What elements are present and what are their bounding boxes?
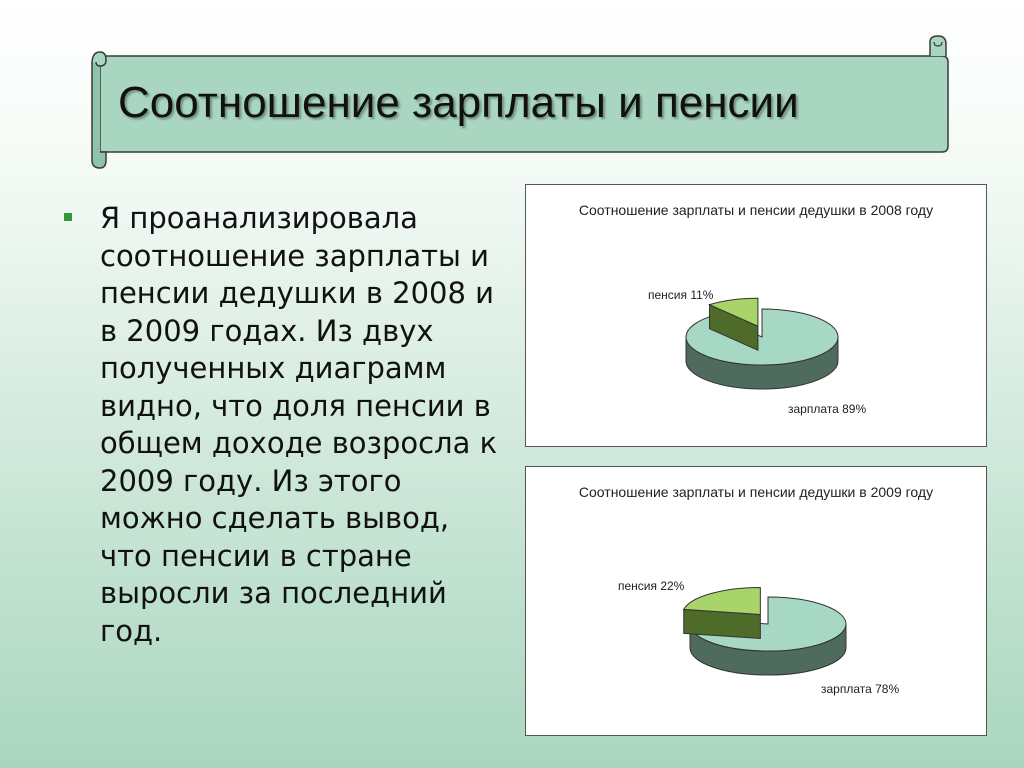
pie-svg	[526, 467, 986, 735]
pie-svg	[526, 185, 986, 446]
pension-slice-top	[684, 587, 761, 614]
body-paragraph: Я проанализировала соотношение зарплаты и пенсии дедушки в 2008 и в 2009 годах. Из двух полученных диаграмм видно, что доля пенсии в общем доходе возросла к 2009 году. Из этого можно сделать вывод, что пенсии в стране выросли за последний год.	[100, 201, 498, 648]
salary-slice-top	[686, 309, 838, 365]
pie-chart-2009	[525, 466, 987, 736]
slice-label-pension: пенсия 11%	[648, 288, 714, 302]
slice-label-salary: зарплата 78%	[821, 682, 900, 696]
slide-title: Соотношение зарплаты и пенсии	[118, 78, 799, 127]
pie-chart-2008	[525, 184, 987, 447]
slice-label-pension: пенсия 22%	[618, 579, 685, 593]
pie-3d-group	[686, 298, 838, 389]
bullet-marker	[64, 213, 72, 221]
chart-title: Соотношение зарплаты и пенсии дедушки в 2008 году	[578, 202, 934, 218]
slice-label-salary: зарплата 89%	[788, 402, 867, 416]
pie-3d-group	[684, 587, 846, 675]
chart-title: Соотношение зарплаты и пенсии дедушки в 2009 году	[578, 484, 934, 500]
